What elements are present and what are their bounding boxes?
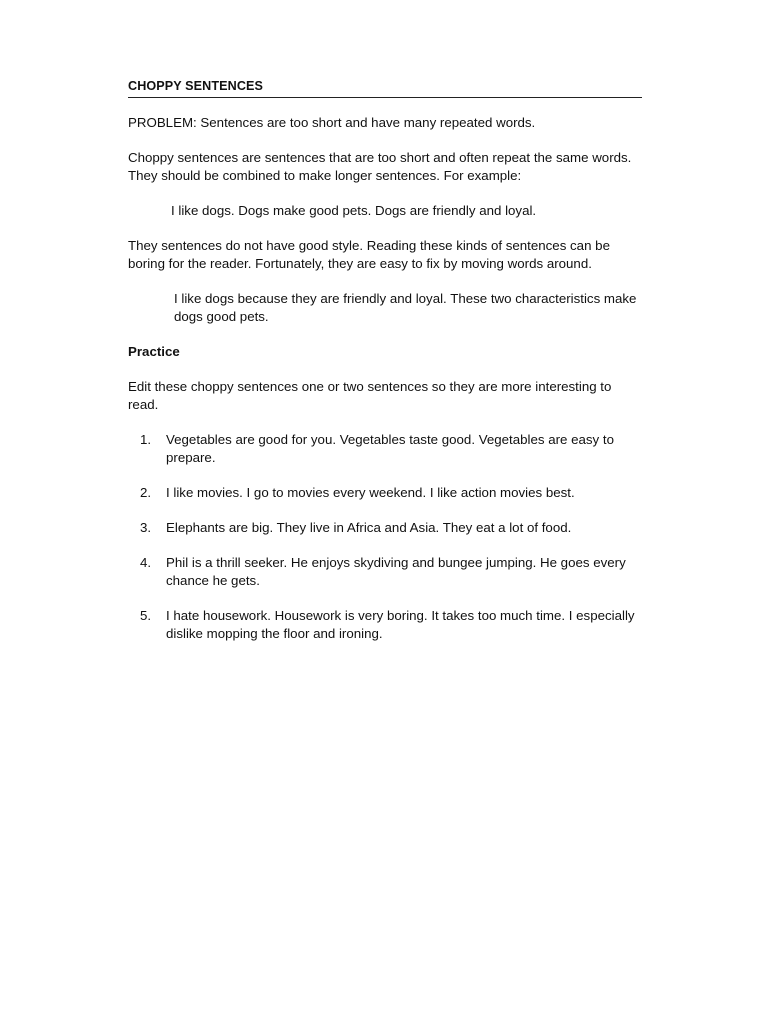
list-item-text: Vegetables are good for you. Vegetables taste good. Vegetables are easy to prepare. [166, 432, 614, 465]
list-item [128, 554, 642, 590]
list-item-text: Phil is a thrill seeker. He enjoys skydiving and bungee jumping. He goes every chance he gets. [166, 555, 626, 588]
list-item-text: Elephants are big. They live in Africa and Asia. They eat a lot of food. [166, 520, 572, 535]
list-item-text: I like movies. I go to movies every weekend. I like action movies best. [166, 485, 575, 500]
list-item-number: 2. [140, 485, 152, 500]
list-item-number: 4. [140, 555, 152, 570]
practice-list [128, 431, 642, 643]
fixed-example: I like dogs because they are friendly and loyal. These two characteristics make dogs good pets. [174, 291, 637, 324]
list-item [128, 431, 642, 467]
explanation-paragraph: They sentences do not have good style. Reading these kinds of sentences can be boring for the reader. Fortunately, they are easy to fix by moving words around. [128, 238, 610, 271]
list-item [128, 607, 642, 643]
document-body [128, 77, 642, 660]
practice-instructions: Edit these choppy sentences one or two sentences so they are more interesting to read. [128, 379, 612, 412]
problem-statement: PROBLEM: Sentences are too short and have many repeated words. [128, 115, 536, 130]
practice-heading: Practice [128, 344, 180, 359]
list-item-number: 5. [140, 608, 152, 623]
choppy-example: I like dogs. Dogs make good pets. Dogs are friendly and loyal. [171, 203, 537, 218]
list-item-number: 1. [140, 432, 152, 447]
list-item [128, 519, 642, 537]
document-title: CHOPPY SENTENCES [128, 77, 642, 98]
list-item-number: 3. [140, 520, 152, 535]
list-item [128, 484, 642, 502]
intro-paragraph: Choppy sentences are sentences that are too short and often repeat the same words. They should be combined to make longer sentences. For example: [128, 150, 632, 183]
list-item-text: I hate housework. Housework is very boring. It takes too much time. I especially dislike mopping the floor and ironing. [166, 608, 635, 641]
